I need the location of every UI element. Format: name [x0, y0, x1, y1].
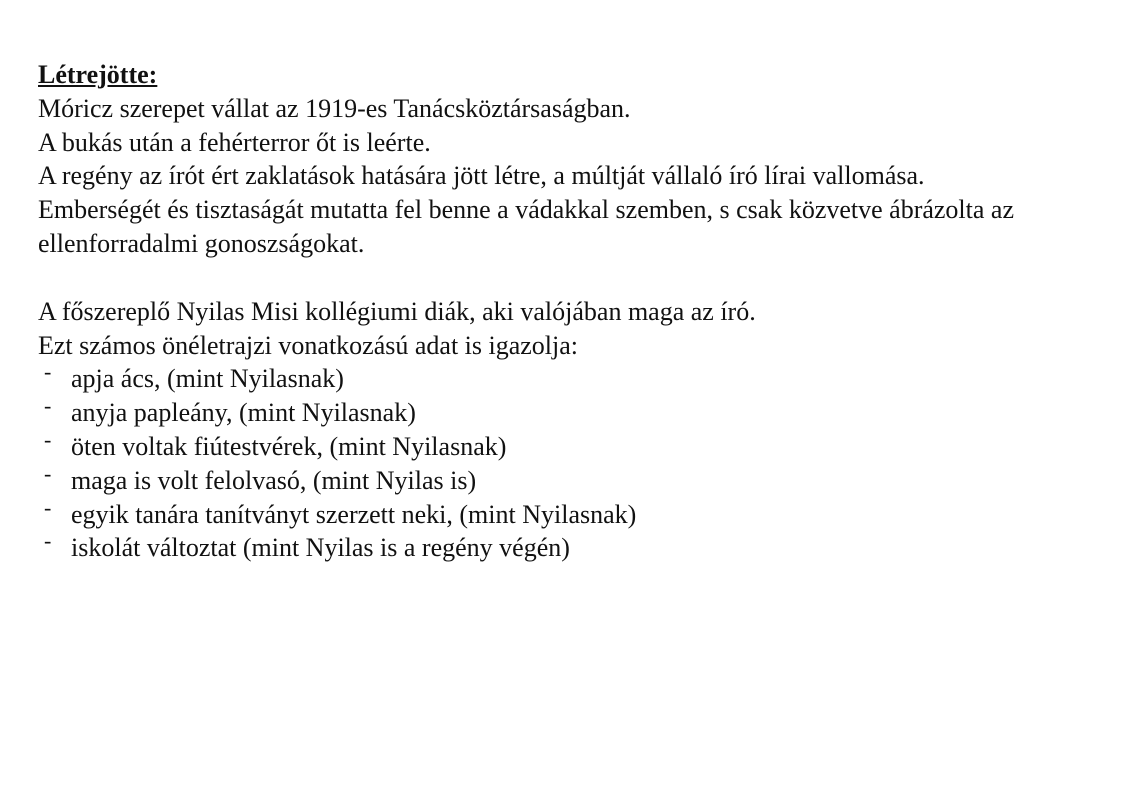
list-item-label: iskolát változtat (mint Nyilas is a regény végén): [71, 533, 570, 563]
paragraph-spacer: [38, 261, 1088, 295]
list-item: [38, 528, 1088, 565]
slide-body: [38, 58, 1088, 565]
bullet-list: [38, 359, 1088, 565]
bullet-dash-icon: -: [44, 494, 52, 520]
list-item-label: anyja papleány, (mint Nyilasnak): [71, 398, 416, 428]
paragraph-2: A bukás után a fehérterror őt is leérte.: [38, 127, 431, 157]
paragraph-1: Móricz szerepet vállat az 1919-es Tanácsköztársaságban.: [38, 93, 631, 123]
list-item-label: egyik tanára tanítványt szerzett neki, (mint Nyilasnak): [71, 499, 637, 529]
paragraph-5: A főszereplő Nyilas Misi kollégiumi diák, aki valójában maga az író.: [38, 296, 756, 326]
bullet-dash-icon: -: [44, 359, 52, 385]
bullet-dash-icon: -: [44, 393, 52, 419]
list-item: [38, 460, 1088, 498]
list-item-label: maga is volt felolvasó, (mint Nyilas is): [71, 465, 477, 495]
list-item: [38, 426, 1088, 464]
bullet-dash-icon: -: [44, 528, 52, 554]
list-item-label: apja ács, (mint Nyilasnak): [71, 364, 344, 394]
paragraph-3: A regény az írót ért zaklatások hatására jött létre, a múltját vállaló író lírai vallomása.: [38, 161, 925, 191]
list-item-label: öten voltak fiútestvérek, (mint Nyilasnak): [71, 431, 507, 461]
paragraph-4: Emberségét és tisztaságát mutatta fel benne a vádakkal szemben, s csak közvetve ábrázolta az ellenforradalmi gonoszságokat.: [38, 195, 1015, 258]
list-item: [38, 359, 1088, 396]
bullet-dash-icon: -: [44, 426, 52, 452]
list-item: [38, 494, 1088, 532]
list-item: [38, 393, 1088, 430]
bullet-dash-icon: -: [44, 460, 52, 486]
paragraph-6: Ezt számos önéletrajzi vonatkozású adat is igazolja:: [38, 330, 579, 360]
slide-heading: Létrejötte:: [38, 60, 158, 89]
